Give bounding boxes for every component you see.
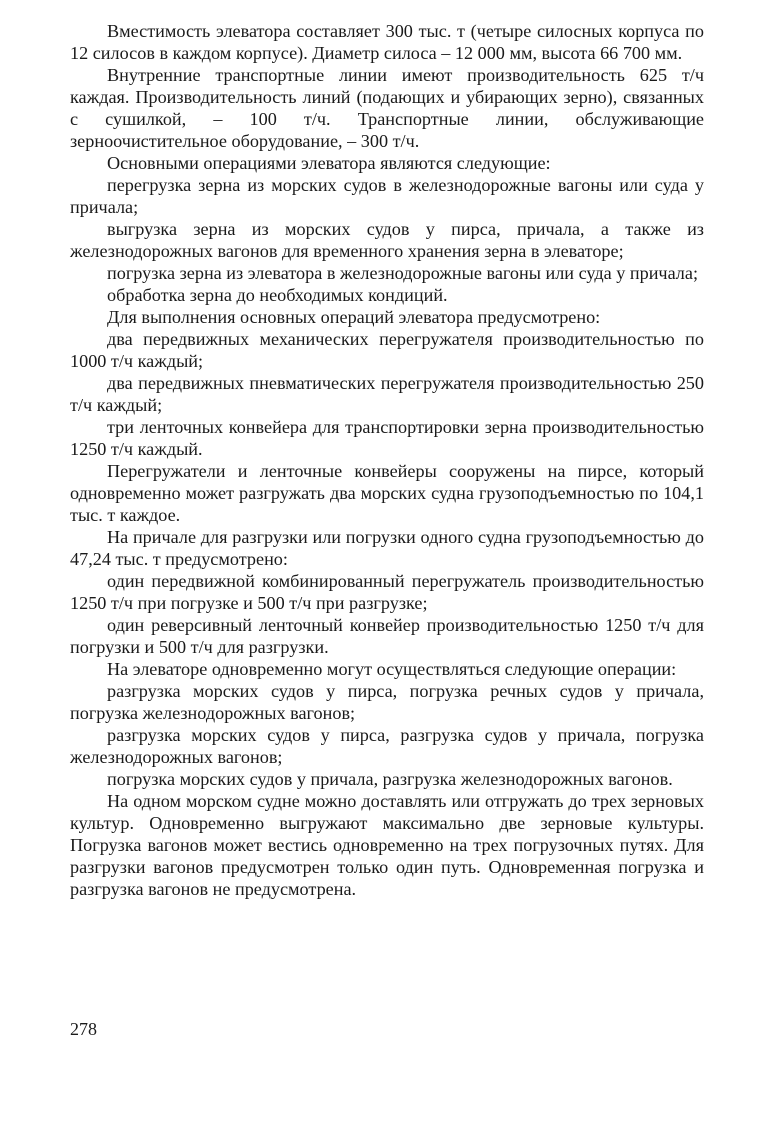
simultaneous-item-3: погрузка морских судов у причала, разгрузка железнодорожных вагонов. xyxy=(107,769,673,789)
body-text xyxy=(70,20,704,900)
paragraph-berth-intro: На причале для разгрузки или погрузки одного судна грузоподъемностью до 47,24 тыс. т предусмотрено: xyxy=(70,527,704,569)
page-number: 278 xyxy=(70,1019,97,1039)
paragraph-operations-intro: Основными операциями элеватора являются следующие: xyxy=(107,153,551,173)
paragraph-simultaneous-intro: На элеваторе одновременно могут осуществляться следующие операции: xyxy=(107,659,677,679)
berth-item-reversible: один реверсивный ленточный конвейер производительностью 1250 т/ч для погрузки и 500 т/ч для разгрузки. xyxy=(70,615,704,657)
operation-item-processing: обработка зерна до необходимых кондиций. xyxy=(107,285,448,305)
equipment-item-conveyors: три ленточных конвейера для транспортировки зерна производительностью 1250 т/ч каждый. xyxy=(70,417,704,459)
simultaneous-item-1: разгрузка морских судов у пирса, погрузка речных судов у причала, погрузка железнодорожных вагонов; xyxy=(70,681,704,723)
operation-item-loading: погрузка зерна из элеватора в железнодорожные вагоны или суда у причала; xyxy=(107,263,699,283)
operation-item-transfer: перегрузка зерна из морских судов в железнодорожные вагоны или суда у причала; xyxy=(70,175,704,217)
berth-item-combined: один передвижной комбинированный перегружатель производительностью 1250 т/ч при погрузке и 500 т/ч при разгрузке; xyxy=(70,571,704,613)
equipment-item-pneumatic: два передвижных пневматических перегружателя производительностью 250 т/ч каждый; xyxy=(70,373,704,415)
paragraph-crops: На одном морском судне можно доставлять или отгружать до трех зерновых культур. Одновременно выгружают максимально две зерновые культуры. Погрузка вагонов может вестись одновременно на трех погрузочных путях. Для разгрузки вагонов предусмотрен только один путь. Одновременная погрузка и разгрузка вагонов не предусмотрена. xyxy=(70,791,704,899)
paragraph-transport-lines: Внутренние транспортные линии имеют производительность 625 т/ч каждая. Производительность линий (подающих и убирающих зерно), связанных с сушилкой, – 100 т/ч. Транспортные линии, обслуживающие зерноочистительное оборудование, – 300 т/ч. xyxy=(70,65,704,151)
paragraph-pier: Перегружатели и ленточные конвейеры сооружены на пирсе, который одновременно может разгружать два морских судна грузоподъемностью по 104,1 тыс. т каждое. xyxy=(70,461,704,525)
simultaneous-item-2: разгрузка морских судов у пирса, разгрузка судов у причала, погрузка железнодорожных вагонов; xyxy=(70,725,704,767)
paragraph-capacity: Вместимость элеватора составляет 300 тыс. т (четыре силосных корпуса по 12 силосов в каждом корпусе). Диаметр силоса – 12 000 мм, высота 66 700 мм. xyxy=(70,21,704,63)
paragraph-equipment-intro: Для выполнения основных операций элеватора предусмотрено: xyxy=(107,307,601,327)
equipment-item-mechanical: два передвижных механических перегружателя производительностью по 1000 т/ч каждый; xyxy=(70,329,704,371)
operation-item-unloading: выгрузка зерна из морских судов у пирса, причала, а также из железнодорожных вагонов для временного хранения зерна в элеваторе; xyxy=(70,219,704,261)
